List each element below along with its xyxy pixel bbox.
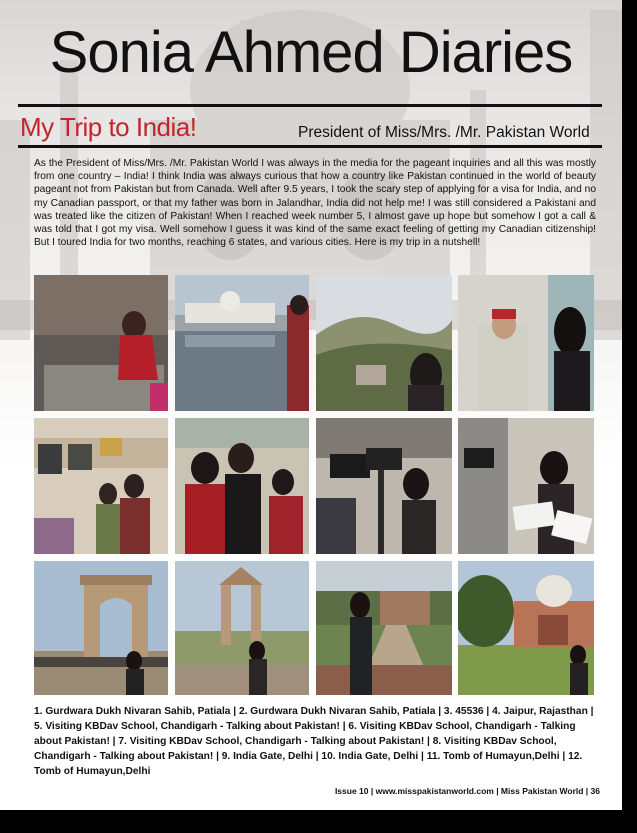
photo-2 [175,275,309,411]
divider-top [18,104,602,107]
photo-4 [458,275,594,411]
photo-8 [458,418,594,554]
photo-11 [316,561,452,695]
article-intro: As the President of Miss/Mrs. /Mr. Pakistan World I was always in the media for the pageant inquiries and all this was mostly from one country – India! I think India was always curious that how a country like Pakistan continued in the world of beauty pageant not from Pakistan but from Canada. Well after 9.5 years, I took the scary step of applying for a visa for India, and no my Canadian passport, or that my father was born in Jalandhar, India did not help me! I was still considered a Pakistani and was treated like the citizen of Pakistan! When I reached week number 5, I almost gave up hope but somehow I got a call & was told that I got my visa. Well somehow I guess it was kind of the same exact feeling of getting my Canadian citizenship! But I toured India for two months, reaching 6 states, and various cities. Here is my trip in a nutshell! [34,158,596,249]
masthead-title: Sonia Ahmed Diaries [49,20,573,85]
photo-6 [175,418,309,554]
photo-5 [34,418,168,554]
photo-10 [175,561,309,695]
page-footer: Issue 10 | www.misspakistanworld.com | Miss Pakistan World | 36 [334,786,600,796]
photo-12 [458,561,594,695]
photo-9 [34,561,168,695]
article-subtitle: My Trip to India! [20,112,197,142]
author-role: President of Miss/Mrs. /Mr. Pakistan World [298,124,590,141]
photo-3 [316,275,452,411]
divider-bottom [18,145,602,148]
photo-7 [316,418,452,554]
photo-1 [34,275,168,411]
photo-captions: 1. Gurdwara Dukh Nivaran Sahib, Patiala | 2. Gurdwara Dukh Nivaran Sahib, Patiala | 3. 45536 | 4. Jaipur, Rajasthan | 5. Visiting KBDav School, Chandigarh - Talking about Pakistan! | 6. Visiting KBDav School, Chandigarh - Talking about Pakistan! | 7. Visiting KBDav School, Chandigarh - Talking about Pakistan! | 8. Visiting KBDav School, Chandigarh - Talking about Pakistan! | 9. India Gate, Delhi | 10. India Gate, Delhi | 11. Tomb of Humayun,Delhi | 12. Tomb of Humayun,Delhi [34,706,594,777]
